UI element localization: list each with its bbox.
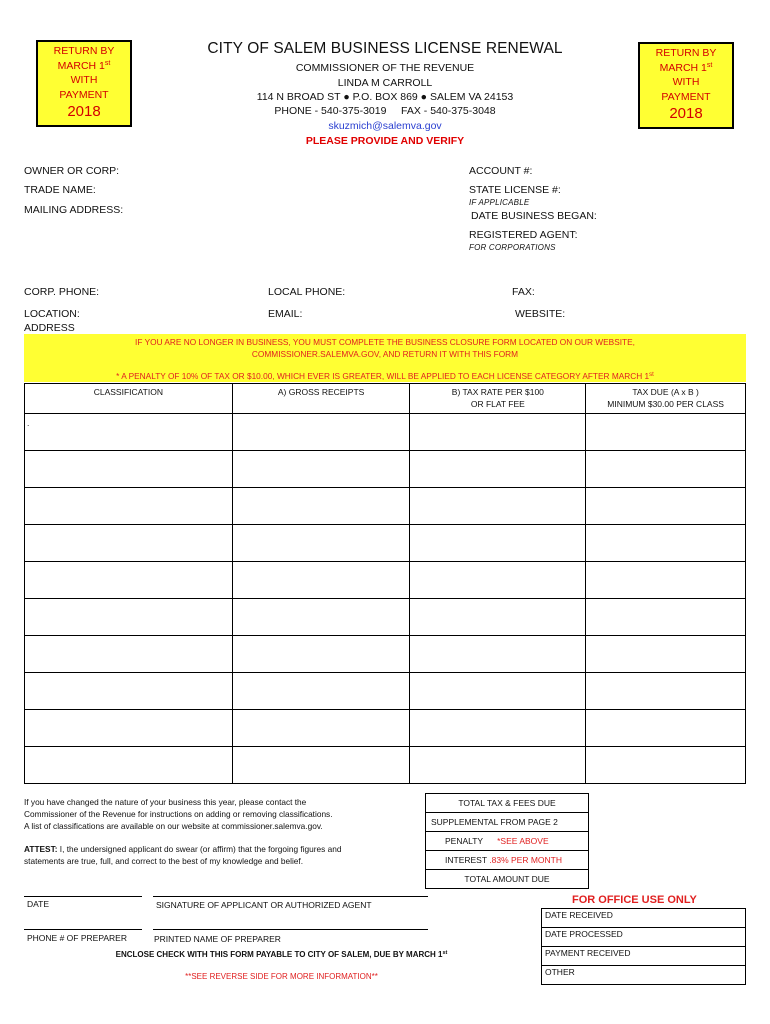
account-label: ACCOUNT #: bbox=[469, 165, 533, 177]
date-label: DATE bbox=[27, 899, 50, 909]
return-by-year: 2018 bbox=[67, 103, 101, 120]
tax-due-cell[interactable] bbox=[586, 599, 746, 636]
signature-label: SIGNATURE OF APPLICANT OR AUTHORIZED AGENT bbox=[156, 900, 372, 910]
tax-rate-cell[interactable] bbox=[410, 673, 586, 710]
tax-rate-cell[interactable] bbox=[410, 636, 586, 673]
payment-received-label: PAYMENT RECEIVED bbox=[542, 947, 746, 966]
tax-rate-header: B) TAX RATE PER $100 OR FLAT FEE bbox=[410, 384, 586, 414]
owner-field-label: OWNER OR CORP: bbox=[24, 165, 120, 177]
return-by-date: MARCH 1st bbox=[659, 61, 713, 74]
classification-cell[interactable] bbox=[25, 747, 233, 784]
return-by-date: MARCH 1st bbox=[57, 59, 111, 72]
table-row bbox=[25, 673, 746, 710]
closure-notice-line1: IF YOU ARE NO LONGER IN BUSINESS, YOU MUST COMPLETE THE BUSINESS CLOSURE FORM LOCATED ON OUR WEBSITE, bbox=[135, 337, 635, 347]
tax-due-cell[interactable] bbox=[586, 710, 746, 747]
table-row bbox=[542, 909, 746, 928]
table-row bbox=[25, 488, 746, 525]
location-address-label: ADDRESS bbox=[24, 322, 75, 334]
classification-cell[interactable] bbox=[25, 636, 233, 673]
date-processed-label: DATE PROCESSED bbox=[542, 928, 746, 947]
return-by-year: 2018 bbox=[669, 105, 703, 122]
classification-table bbox=[24, 383, 746, 784]
state-license-label: STATE LICENSE #: bbox=[469, 184, 561, 196]
tax-due-cell[interactable] bbox=[586, 636, 746, 673]
classification-cell[interactable] bbox=[25, 451, 233, 488]
date-began-label: DATE BUSINESS BEGAN: bbox=[471, 210, 597, 222]
location-label: LOCATION: bbox=[24, 308, 80, 320]
table-row bbox=[25, 710, 746, 747]
gross-receipts-cell[interactable] bbox=[232, 414, 410, 451]
classification-cell[interactable] bbox=[25, 562, 233, 599]
tax-due-header: TAX DUE (A x B ) MINIMUM $30.00 PER CLASS bbox=[586, 384, 746, 414]
tax-rate-cell[interactable] bbox=[410, 747, 586, 784]
date-line bbox=[24, 896, 142, 897]
tax-rate-cell[interactable] bbox=[410, 451, 586, 488]
table-row bbox=[542, 947, 746, 966]
classification-cell[interactable] bbox=[25, 599, 233, 636]
gross-receipts-cell[interactable] bbox=[232, 599, 410, 636]
return-by-with: WITH bbox=[672, 76, 700, 88]
total-amount-due-label: TOTAL AMOUNT DUE bbox=[426, 870, 589, 889]
for-corporations-note: FOR CORPORATIONS bbox=[469, 243, 556, 252]
signature-line bbox=[153, 896, 428, 897]
mailing-address-label: MAILING ADDRESS: bbox=[24, 204, 124, 216]
classification-cell[interactable] bbox=[25, 673, 233, 710]
if-applicable-note: IF APPLICABLE bbox=[469, 198, 530, 207]
table-row bbox=[542, 966, 746, 985]
classification-cell[interactable] bbox=[25, 488, 233, 525]
totals-table bbox=[425, 793, 589, 889]
return-by-with: WITH bbox=[70, 74, 98, 86]
attest-text: ATTEST: I, the undersigned applicant do swear (or affirm) that the forgoing figures and statements are true, full, and correct to the best of my knowledge and belief. bbox=[24, 844, 342, 866]
table-row bbox=[426, 832, 589, 851]
table-row bbox=[25, 562, 746, 599]
gross-receipts-header: A) GROSS RECEIPTS bbox=[232, 384, 410, 414]
supplemental-label: SUPPLEMENTAL FROM PAGE 2 bbox=[426, 813, 589, 832]
office-email-link[interactable]: skuzmich@salemva.gov bbox=[328, 120, 442, 132]
gross-receipts-cell[interactable] bbox=[232, 673, 410, 710]
tax-rate-cell[interactable] bbox=[410, 488, 586, 525]
office-use-title: FOR OFFICE USE ONLY bbox=[572, 894, 697, 906]
corp-phone-label: CORP. PHONE: bbox=[24, 286, 100, 298]
office-name: COMMISSIONER OF THE REVENUE bbox=[295, 62, 475, 74]
closure-notice-line2: COMMISSIONER.SALEMVA.GOV, AND RETURN IT WITH THIS FORM bbox=[251, 349, 519, 359]
table-row bbox=[426, 794, 589, 813]
instructions-text: If you have changed the nature of your business this year, please contact the Commissioner of the Revenue for instructions on adding or removing classifications. A list of classifications are available on our website at commissioner.salemva.gov. bbox=[24, 797, 333, 831]
table-row bbox=[426, 870, 589, 889]
gross-receipts-cell[interactable] bbox=[232, 747, 410, 784]
gross-receipts-cell[interactable] bbox=[232, 451, 410, 488]
table-row bbox=[25, 414, 746, 451]
table-header-row bbox=[25, 384, 746, 414]
other-label: OTHER bbox=[542, 966, 746, 985]
classification-cell[interactable] bbox=[25, 710, 233, 747]
provide-verify-note: PLEASE PROVIDE AND VERIFY bbox=[305, 135, 465, 147]
table-row bbox=[25, 525, 746, 562]
return-by-line: RETURN BY bbox=[655, 47, 717, 59]
phone-line bbox=[24, 929, 142, 930]
table-row bbox=[542, 928, 746, 947]
tax-due-cell[interactable] bbox=[586, 414, 746, 451]
table-row bbox=[25, 599, 746, 636]
return-by-payment: PAYMENT bbox=[661, 90, 711, 103]
table-row bbox=[426, 813, 589, 832]
tax-rate-cell[interactable] bbox=[410, 599, 586, 636]
tax-due-cell[interactable] bbox=[586, 673, 746, 710]
tax-due-cell[interactable] bbox=[586, 451, 746, 488]
website-label: WEBSITE: bbox=[515, 308, 566, 320]
classification-header: CLASSIFICATION bbox=[25, 384, 233, 414]
commissioner-name: LINDA M CARROLL bbox=[337, 77, 433, 89]
office-address: 114 N BROAD ST ● P.O. BOX 869 ● SALEM VA 24153 bbox=[256, 91, 514, 103]
office-phone-fax: PHONE - 540-375-3019 FAX - 540-375-3048 bbox=[274, 105, 496, 117]
trade-name-label: TRADE NAME: bbox=[24, 184, 96, 196]
office-use-table bbox=[541, 908, 746, 985]
tax-due-cell[interactable] bbox=[586, 488, 746, 525]
see-reverse-note: **SEE REVERSE SIDE FOR MORE INFORMATION** bbox=[185, 972, 378, 981]
tax-rate-cell[interactable] bbox=[410, 414, 586, 451]
gross-receipts-cell[interactable] bbox=[232, 525, 410, 562]
gross-receipts-cell[interactable] bbox=[232, 710, 410, 747]
gross-receipts-cell[interactable] bbox=[232, 636, 410, 673]
return-by-box-right bbox=[638, 42, 734, 129]
preparer-line bbox=[153, 929, 428, 930]
classification-cell[interactable] bbox=[25, 525, 233, 562]
local-phone-label: LOCAL PHONE: bbox=[268, 286, 346, 298]
table-row bbox=[426, 851, 589, 870]
total-tax-label: TOTAL TAX & FEES DUE bbox=[426, 794, 589, 813]
classification-cell[interactable]: . bbox=[25, 414, 233, 451]
penalty-notice: * A PENALTY OF 10% OF TAX OR $10.00, WHICH EVER IS GREATER, WILL BE APPLIED TO EACH LICENSE CATEGORY AFTER MARCH 1st bbox=[116, 371, 654, 381]
table-row bbox=[25, 636, 746, 673]
tax-rate-cell[interactable] bbox=[410, 562, 586, 599]
penalty-label: PENALTY *SEE ABOVE bbox=[426, 832, 589, 851]
table-row bbox=[25, 747, 746, 784]
interest-label: INTEREST .83% PER MONTH bbox=[426, 851, 589, 870]
return-by-line: RETURN BY bbox=[53, 45, 115, 57]
tax-due-cell[interactable] bbox=[586, 525, 746, 562]
tax-due-cell[interactable] bbox=[586, 562, 746, 599]
preparer-name-label: PRINTED NAME OF PREPARER bbox=[154, 934, 281, 944]
table-row bbox=[25, 451, 746, 488]
return-by-payment: PAYMENT bbox=[59, 88, 109, 101]
gross-receipts-cell[interactable] bbox=[232, 562, 410, 599]
enclose-check-note: ENCLOSE CHECK WITH THIS FORM PAYABLE TO CITY OF SALEM, DUE BY MARCH 1st bbox=[115, 950, 448, 959]
registered-agent-label: REGISTERED AGENT: bbox=[469, 229, 578, 241]
email-label: EMAIL: bbox=[268, 308, 303, 320]
form-title: CITY OF SALEM BUSINESS LICENSE RENEWAL bbox=[207, 40, 563, 57]
gross-receipts-cell[interactable] bbox=[232, 488, 410, 525]
return-by-box-left bbox=[36, 40, 132, 127]
fax-label: FAX: bbox=[512, 286, 535, 298]
tax-rate-cell[interactable] bbox=[410, 525, 586, 562]
tax-rate-cell[interactable] bbox=[410, 710, 586, 747]
preparer-phone-label: PHONE # OF PREPARER bbox=[27, 933, 127, 943]
tax-due-cell[interactable] bbox=[586, 747, 746, 784]
date-received-label: DATE RECEIVED bbox=[542, 909, 746, 928]
